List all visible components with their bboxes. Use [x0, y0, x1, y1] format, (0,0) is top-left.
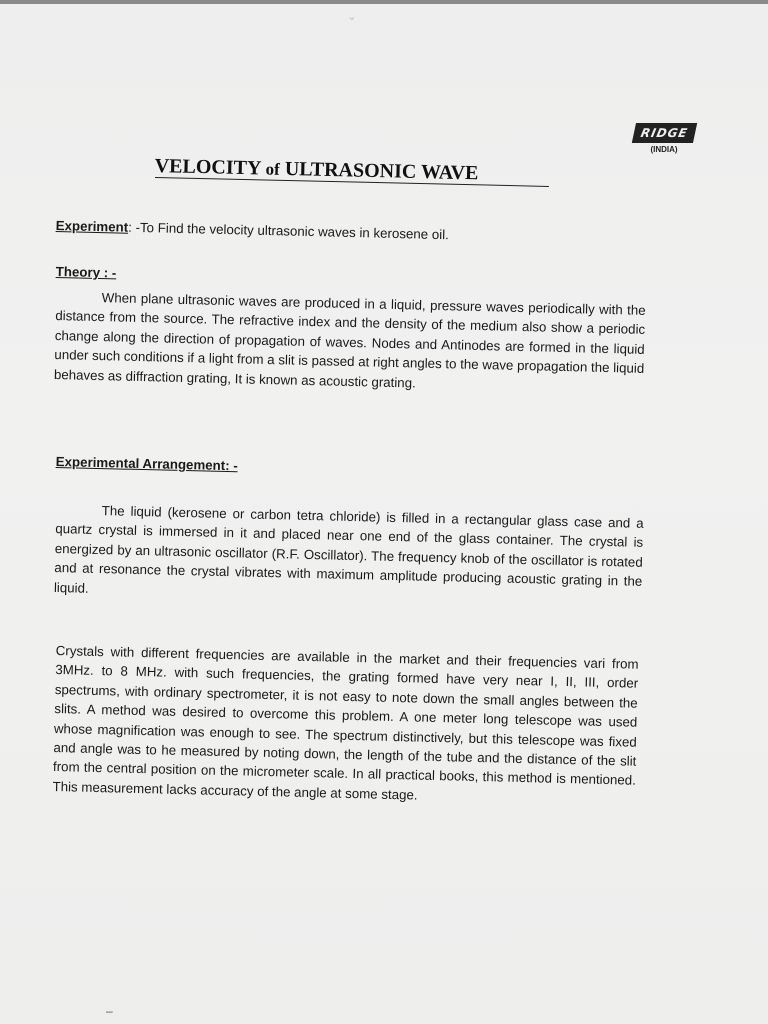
arrangement-paragraph-2: Crystals with different frequencies are available in the market and their frequencies vari from 3MHz. to 8 MHz. with such frequencies, the grating formed have very near I, II, III, order spectrums, with ordinary spectrometer, it is not easy to note down the small angles between the slits. A method was desired to overcome this problem. A one meter long telescope was used whose magnification was enough to see. The spectrum distinctively, but this telescope was fixed and angle was to he measured by noting down, the length of the tube and the distance of the slit from the central position on the micrometer scale. In all practical books, this method is mentioned. This measurement lacks accuracy of the angle at some stage. — [52, 642, 639, 803]
logo-brand: RIDGE — [632, 123, 697, 143]
experiment-label: Experiment — [55, 217, 129, 235]
experiment-line — [56, 216, 646, 249]
ridge-logo — [626, 123, 702, 154]
scan-speck-top: ᵕ — [350, 14, 354, 25]
theory-label: Theory : - — [55, 263, 117, 281]
scan-top-edge — [0, 0, 768, 4]
title-part-1: VELOCITY — [154, 155, 266, 180]
logo-subtitle: (INDIA) — [650, 145, 678, 154]
arrangement-label: Experimental Arrangement: - — [55, 453, 238, 474]
arrangement-heading — [56, 452, 406, 479]
theory-heading — [56, 262, 356, 288]
scan-speck-bottom: – — [106, 1004, 113, 1018]
experiment-text: : -To Find the velocity ultrasonic waves in kerosene oil. — [128, 219, 450, 243]
title-part-3: ULTRASONIC WAVE — [279, 157, 479, 185]
title-part-2: of — [265, 159, 281, 179]
theory-paragraph: When plane ultrasonic waves are produced in a liquid, pressure waves periodically with the distance from the source. The refractive index and the density of the medium also show a periodic change along the direction of propagation of waves. Nodes and Antinodes are formed in the liquid under such conditions if a light from a slit is passed at right angles to the wave propagation the liquid behaves as diffraction grating, It is known as acoustic grating. — [53, 290, 646, 391]
arrangement-paragraph-1: The liquid (kerosene or carbon tetra chloride) is filled in a rectangular glass case and a quartz crystal is immersed in it and placed near one end of the glass container. The crystal is energized by an ultrasonic oscillator (R.F. Oscillator). The frequency knob of the oscillator is rotated and at resonance the crystal vibrates with maximum amplitude producing acoustic grating in the liquid. — [53, 503, 644, 596]
